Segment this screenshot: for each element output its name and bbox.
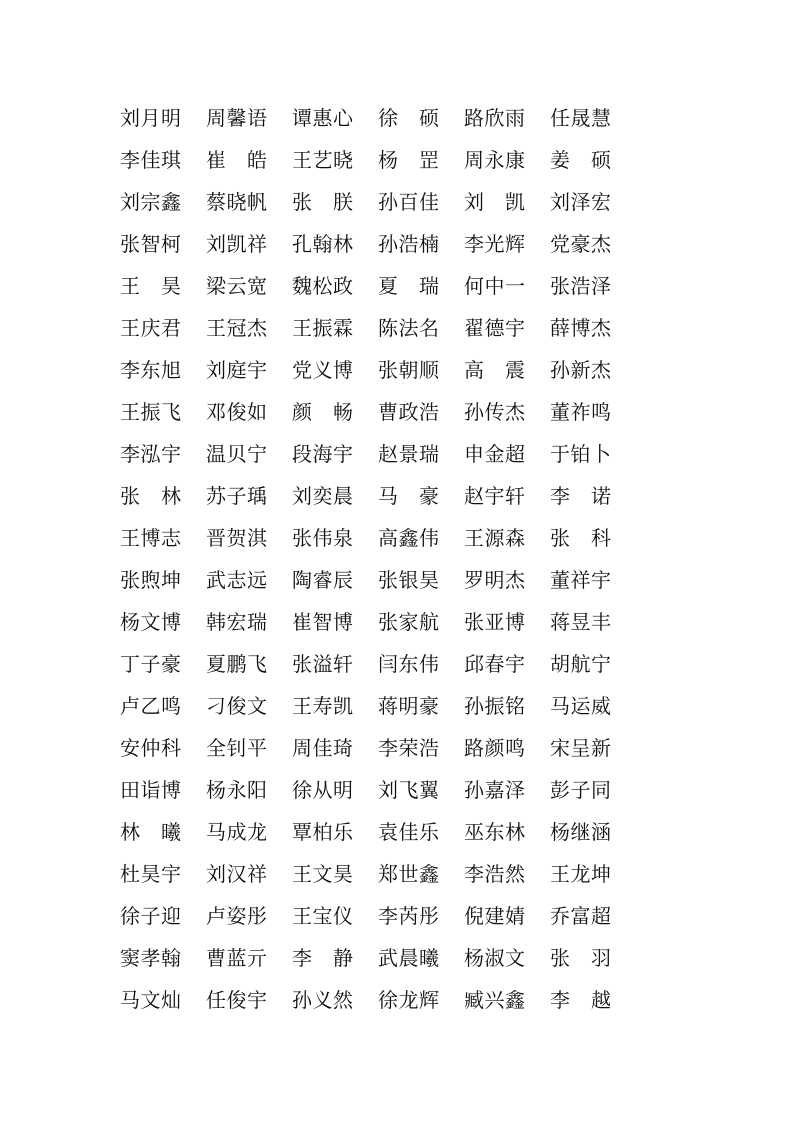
name-entry: 全钊平 — [206, 736, 268, 760]
name-entry: 闫东伟 — [378, 652, 440, 676]
name-entry: 徐 硕 — [378, 106, 440, 130]
name-row — [120, 643, 640, 685]
name-entry: 夏鹏飞 — [206, 652, 268, 676]
name-entry: 路欣雨 — [464, 106, 526, 130]
name-entry: 梁云宽 — [206, 274, 268, 298]
name-row — [120, 391, 640, 433]
name-entry: 于铂卜 — [550, 442, 612, 466]
name-entry: 张家航 — [378, 610, 440, 634]
name-row — [120, 181, 640, 223]
name-entry: 路颜鸣 — [464, 736, 526, 760]
name-entry: 王冠杰 — [206, 316, 268, 340]
name-entry: 申金超 — [464, 442, 526, 466]
name-entry: 孙嘉泽 — [464, 778, 526, 802]
name-entry: 王艺晓 — [292, 148, 354, 172]
name-entry: 田诣博 — [120, 778, 182, 802]
name-entry: 窦孝翰 — [120, 946, 182, 970]
name-entry: 党义博 — [292, 358, 354, 382]
name-row — [120, 559, 640, 601]
name-entry: 乔富超 — [550, 904, 612, 928]
name-entry: 王博志 — [120, 526, 182, 550]
name-entry: 周永康 — [464, 148, 526, 172]
name-entry: 夏 瑞 — [378, 274, 440, 298]
name-entry: 陈法名 — [378, 316, 440, 340]
name-row — [120, 727, 640, 769]
name-row — [120, 937, 640, 979]
name-entry: 李光辉 — [464, 232, 526, 256]
name-entry: 晋贺淇 — [206, 526, 268, 550]
name-entry: 安仲科 — [120, 736, 182, 760]
name-entry: 曹蓝亓 — [206, 946, 268, 970]
name-entry: 赵宇轩 — [464, 484, 526, 508]
name-entry: 董祥宇 — [550, 568, 612, 592]
name-entry: 党豪杰 — [550, 232, 612, 256]
name-entry: 周馨语 — [206, 106, 268, 130]
name-row — [120, 307, 640, 349]
name-entry: 王寿凯 — [292, 694, 354, 718]
name-entry: 马 豪 — [378, 484, 440, 508]
name-entry: 张煦坤 — [120, 568, 182, 592]
name-row — [120, 853, 640, 895]
name-entry: 孙传杰 — [464, 400, 526, 424]
name-row — [120, 601, 640, 643]
name-entry: 王源森 — [464, 526, 526, 550]
name-entry: 张银昊 — [378, 568, 440, 592]
name-row — [120, 769, 640, 811]
name-row — [120, 895, 640, 937]
name-entry: 王宝仪 — [292, 904, 354, 928]
name-entry: 张伟泉 — [292, 526, 354, 550]
name-row — [120, 811, 640, 853]
name-entry: 蔡晓帆 — [206, 190, 268, 214]
name-entry: 林 曦 — [120, 820, 182, 844]
name-entry: 刘 凯 — [464, 190, 526, 214]
name-entry: 袁佳乐 — [378, 820, 440, 844]
name-entry: 马成龙 — [206, 820, 268, 844]
name-entry: 马运威 — [550, 694, 612, 718]
name-entry: 杨 罡 — [378, 148, 440, 172]
name-row — [120, 979, 640, 1021]
name-entry: 董祚鸣 — [550, 400, 612, 424]
name-entry: 刘宗鑫 — [120, 190, 182, 214]
name-entry: 杨淑文 — [464, 946, 526, 970]
name-entry: 孔翰林 — [292, 232, 354, 256]
name-row — [120, 265, 640, 307]
name-entry: 杜昊宇 — [120, 862, 182, 886]
name-entry: 孙振铭 — [464, 694, 526, 718]
name-entry: 李东旭 — [120, 358, 182, 382]
name-entry: 张智柯 — [120, 232, 182, 256]
name-entry: 邱春宇 — [464, 652, 526, 676]
name-entry: 高 震 — [464, 358, 526, 382]
name-entry: 张亚博 — [464, 610, 526, 634]
name-entry: 臧兴鑫 — [464, 988, 526, 1012]
name-entry: 宋呈新 — [550, 736, 612, 760]
name-entry: 杨继涵 — [550, 820, 612, 844]
name-row — [120, 349, 640, 391]
name-entry: 蒋明豪 — [378, 694, 440, 718]
name-entry: 翟德宇 — [464, 316, 526, 340]
name-entry: 邓俊如 — [206, 400, 268, 424]
name-entry: 周佳琦 — [292, 736, 354, 760]
name-entry: 李佳琪 — [120, 148, 182, 172]
name-row — [120, 97, 640, 139]
name-entry: 张 羽 — [550, 946, 612, 970]
name-entry: 李 越 — [550, 988, 612, 1012]
name-row — [120, 433, 640, 475]
name-entry: 罗明杰 — [464, 568, 526, 592]
name-entry: 任晟慧 — [550, 106, 612, 130]
name-entry: 赵景瑞 — [378, 442, 440, 466]
name-entry: 张浩泽 — [550, 274, 612, 298]
name-entry: 张溢轩 — [292, 652, 354, 676]
name-entry: 李 静 — [292, 946, 354, 970]
name-entry: 薛博杰 — [550, 316, 612, 340]
name-entry: 谭惠心 — [292, 106, 354, 130]
name-entry: 颜 畅 — [292, 400, 354, 424]
name-entry: 王龙坤 — [550, 862, 612, 886]
name-entry: 高鑫伟 — [378, 526, 440, 550]
name-entry: 李泓宇 — [120, 442, 182, 466]
name-entry: 郑世鑫 — [378, 862, 440, 886]
name-entry: 孙浩楠 — [378, 232, 440, 256]
name-entry: 彭子同 — [550, 778, 612, 802]
name-entry: 武晨曦 — [378, 946, 440, 970]
name-entry: 刘月明 — [120, 106, 182, 130]
name-entry: 李荣浩 — [378, 736, 440, 760]
name-entry: 张 朕 — [292, 190, 354, 214]
name-entry: 张 林 — [120, 484, 182, 508]
name-entry: 巫东林 — [464, 820, 526, 844]
name-row — [120, 517, 640, 559]
name-row — [120, 223, 640, 265]
name-entry: 温贝宁 — [206, 442, 268, 466]
name-entry: 王 昊 — [120, 274, 182, 298]
name-entry: 张 科 — [550, 526, 612, 550]
name-entry: 崔智博 — [292, 610, 354, 634]
name-entry: 刘庭宇 — [206, 358, 268, 382]
name-entry: 崔 皓 — [206, 148, 268, 172]
name-entry: 王文昊 — [292, 862, 354, 886]
name-entry: 马文灿 — [120, 988, 182, 1012]
name-entry: 覃柏乐 — [292, 820, 354, 844]
name-entry: 杨永阳 — [206, 778, 268, 802]
name-entry: 魏松政 — [292, 274, 354, 298]
name-entry: 刁俊文 — [206, 694, 268, 718]
name-entry: 李 诺 — [550, 484, 612, 508]
name-entry: 孙百佳 — [378, 190, 440, 214]
name-entry: 丁子豪 — [120, 652, 182, 676]
name-entry: 任俊宇 — [206, 988, 268, 1012]
name-entry: 卢乙鸣 — [120, 694, 182, 718]
name-list — [120, 97, 640, 1021]
name-entry: 李芮彤 — [378, 904, 440, 928]
name-entry: 武志远 — [206, 568, 268, 592]
name-entry: 张朝顺 — [378, 358, 440, 382]
name-entry: 刘泽宏 — [550, 190, 612, 214]
name-row — [120, 475, 640, 517]
name-entry: 倪建婧 — [464, 904, 526, 928]
name-entry: 卢姿彤 — [206, 904, 268, 928]
name-entry: 王振霖 — [292, 316, 354, 340]
name-entry: 徐子迎 — [120, 904, 182, 928]
name-entry: 段海宇 — [292, 442, 354, 466]
name-entry: 胡航宁 — [550, 652, 612, 676]
name-entry: 孙新杰 — [550, 358, 612, 382]
name-entry: 刘奕晨 — [292, 484, 354, 508]
name-entry: 曹政浩 — [378, 400, 440, 424]
name-row — [120, 139, 640, 181]
name-entry: 刘飞翼 — [378, 778, 440, 802]
name-entry: 姜 硕 — [550, 148, 612, 172]
name-entry: 陶睿辰 — [292, 568, 354, 592]
name-entry: 韩宏瑞 — [206, 610, 268, 634]
name-entry: 何中一 — [464, 274, 526, 298]
name-entry: 李浩然 — [464, 862, 526, 886]
name-entry: 孙义然 — [292, 988, 354, 1012]
name-entry: 苏子瑀 — [206, 484, 268, 508]
name-entry: 王振飞 — [120, 400, 182, 424]
name-entry: 刘凯祥 — [206, 232, 268, 256]
name-entry: 徐从明 — [292, 778, 354, 802]
name-row — [120, 685, 640, 727]
name-entry: 杨文博 — [120, 610, 182, 634]
name-entry: 徐龙辉 — [378, 988, 440, 1012]
name-entry: 蒋昱丰 — [550, 610, 612, 634]
name-entry: 王庆君 — [120, 316, 182, 340]
name-entry: 刘汉祥 — [206, 862, 268, 886]
